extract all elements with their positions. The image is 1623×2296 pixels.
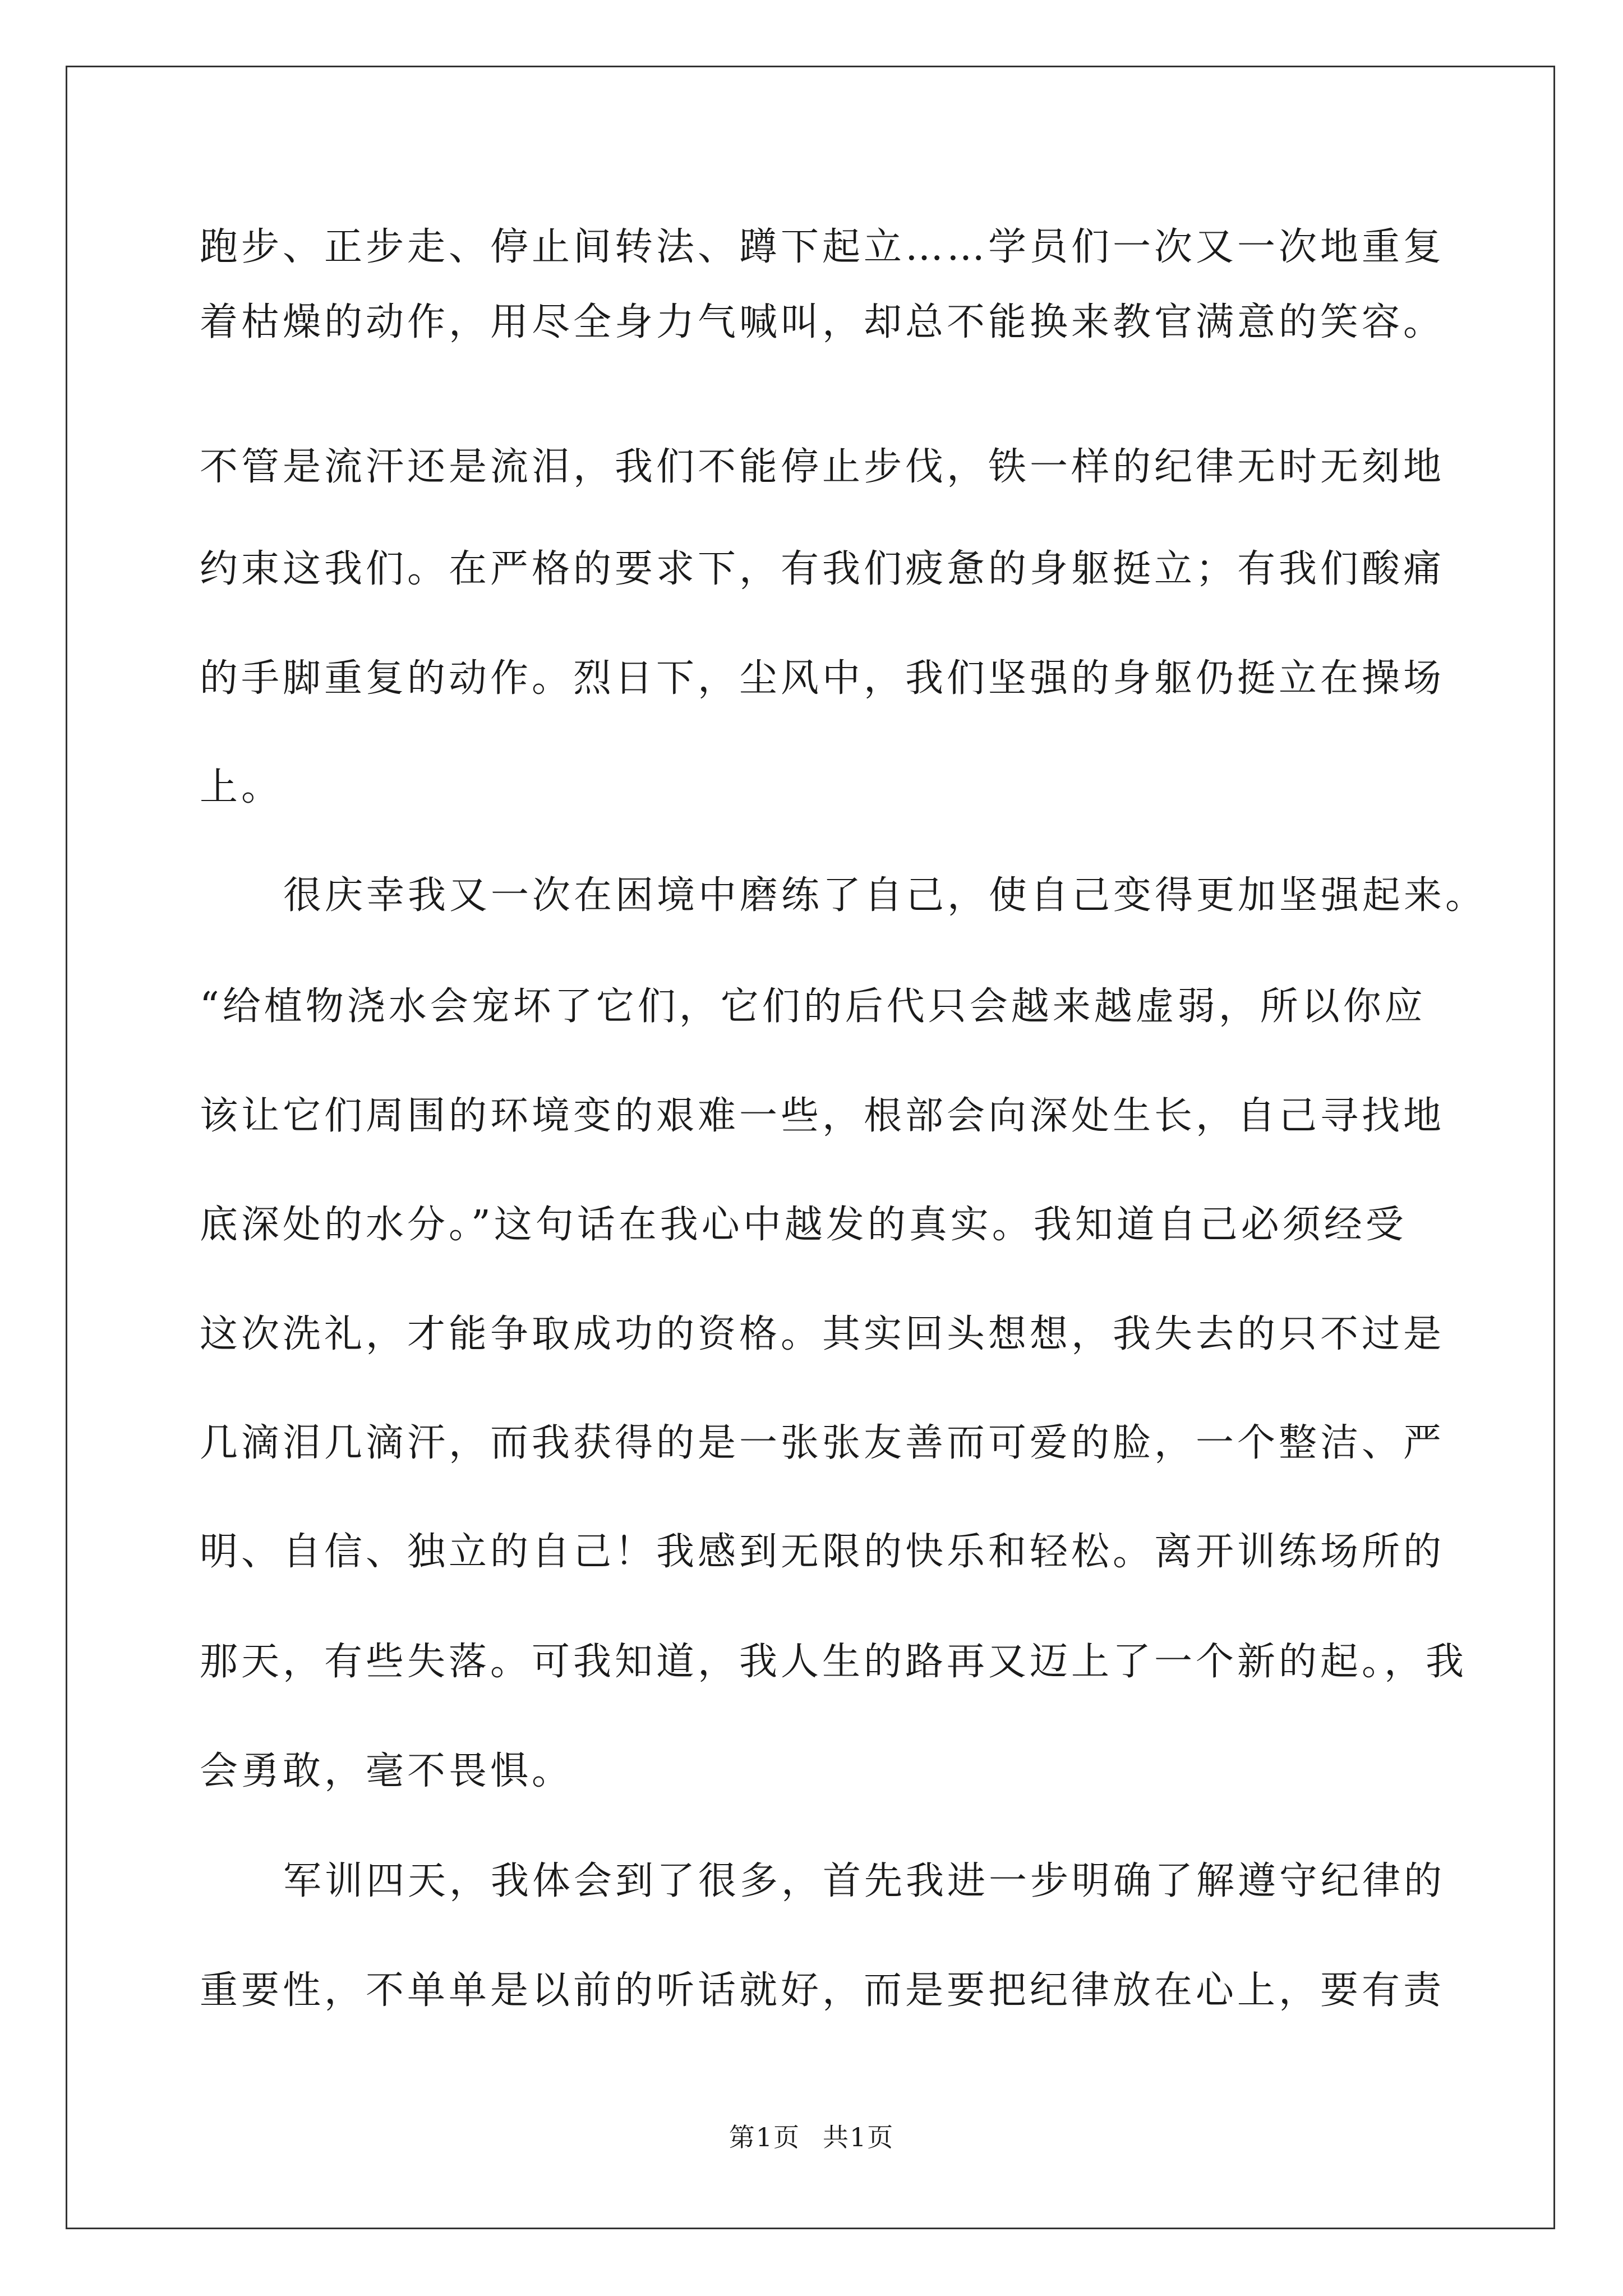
text-line: 军训四天，我体会到了很多，首先我进一步明确了解遵守纪律的 [283, 1859, 1446, 1903]
text-line: 很庆幸我又一次在困境中磨练了自己，使自己变得更加坚强起来。 [283, 873, 1487, 918]
page-total: 共1页 [823, 2122, 895, 2152]
text-line: “给植物浇水会宠坏了它们，它们的后代只会越来越虚弱，所以你应 [200, 984, 1426, 1029]
page-footer [0, 2124, 1623, 2150]
text-line: 上。 [200, 765, 283, 809]
text-line: 会勇敢，毫不畏惧。 [200, 1749, 574, 1793]
text-line: 的手脚重复的动作。烈日下，尘风中，我们坚强的身躯仍挺立在操场 [200, 656, 1445, 701]
text-line: 不管是流汗还是流泪，我们不能停止步伐，铁一样的纪律无时无刻地 [200, 445, 1445, 489]
text-line: 那天，有些失落。可我知道，我人生的路再又迈上了一个新的起。，我 [200, 1640, 1468, 1684]
text-line: 重要性，不单单是以前的听话就好，而是要把纪律放在心上，要有责 [200, 1968, 1445, 2013]
text-line: 约束这我们。在严格的要求下，有我们疲惫的身躯挺立；有我们酸痛 [200, 547, 1445, 591]
text-line: 底深处的水分。”这句话在我心中越发的真实。我知道自己必须经受 [200, 1203, 1407, 1247]
text-line: 明、自信、独立的自己！我感到无限的快乐和轻松。离开训练场所的 [200, 1530, 1445, 1574]
page-border [66, 66, 1555, 2229]
text-line: 这次洗礼，才能争取成功的资格。其实回头想想，我失去的只不过是 [200, 1312, 1445, 1356]
text-line: 着枯燥的动作，用尽全身力气喊叫，却总不能换来教官满意的笑容。 [200, 300, 1445, 344]
page-number: 第1页 [728, 2122, 800, 2152]
text-line: 几滴泪几滴汗，而我获得的是一张张友善而可爱的脸，一个整洁、严 [200, 1421, 1445, 1465]
text-line: 该让它们周围的环境变的艰难一些，根部会向深处生长，自己寻找地 [200, 1094, 1445, 1138]
text-line: 跑步、正步走、停止间转法、蹲下起立……学员们一次又一次地重复 [200, 225, 1445, 269]
